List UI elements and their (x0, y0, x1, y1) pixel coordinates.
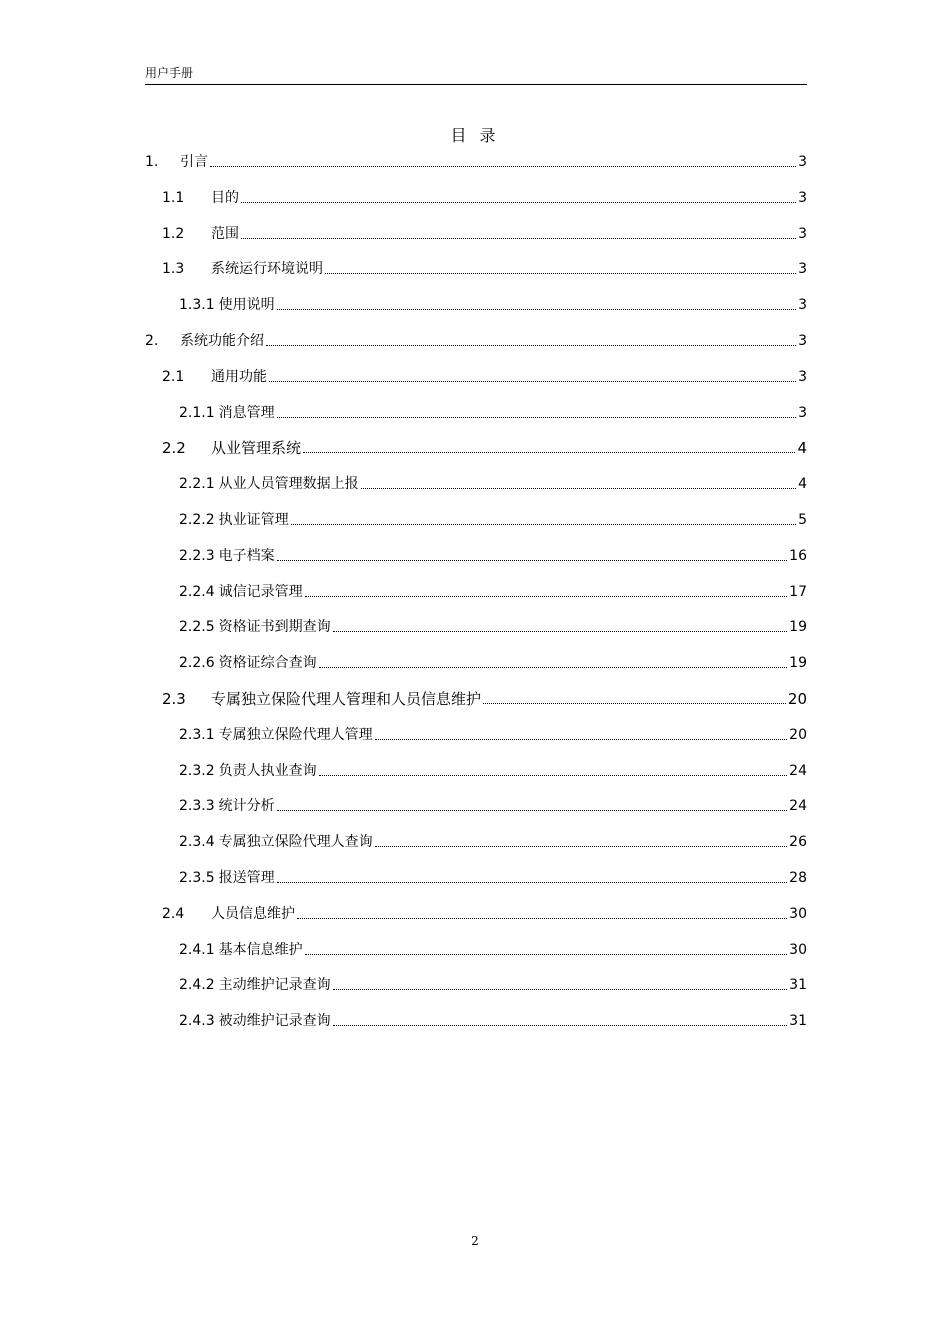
toc-entry-number: 2.1 (162, 369, 185, 385)
toc-entry-page: 30 (789, 942, 807, 958)
toc-entry-number: 2.2.5 (179, 619, 215, 635)
toc-entry-number: 2.4 (162, 906, 185, 922)
toc-entry-page: 3 (798, 297, 807, 313)
toc-entry-page: 3 (798, 226, 807, 242)
toc-entry[interactable] (162, 688, 807, 708)
toc-entry-page: 20 (787, 690, 807, 708)
toc-entry-label: 使用说明 (218, 297, 275, 313)
toc-leader-dots (303, 451, 795, 453)
toc-entry-number: 2.3.4 (179, 834, 215, 850)
toc-entry[interactable] (145, 151, 807, 171)
toc-entry[interactable] (179, 974, 807, 994)
toc-entry-label: 资格证书到期查询 (218, 619, 331, 635)
toc-entry[interactable] (179, 831, 807, 851)
toc-entry-number: 2.4.1 (179, 942, 215, 958)
toc-leader-dots (361, 487, 796, 489)
toc-entry-page: 31 (789, 977, 807, 993)
toc-entry-number: 2.3.5 (179, 870, 215, 886)
toc-leader-dots (277, 308, 796, 310)
toc-entry[interactable] (162, 903, 807, 923)
toc-entry[interactable] (179, 795, 807, 815)
toc-entry-number: 2.4.3 (179, 1013, 215, 1029)
toc-entry-page: 5 (798, 512, 807, 528)
toc-entry-number: 1.1 (162, 190, 185, 206)
toc-entry-number: 2.1.1 (179, 405, 215, 421)
toc-entry-label: 诚信记录管理 (218, 584, 303, 600)
toc-leader-dots (333, 630, 788, 632)
toc-entry-page: 17 (789, 584, 807, 600)
toc-entry[interactable] (179, 473, 807, 493)
toc-leader-dots (305, 595, 788, 597)
toc-entry-number: 1.3.1 (179, 297, 215, 313)
toc-leader-dots (277, 809, 788, 811)
toc-entry-label: 专属独立保险代理人管理和人员信息维护 (211, 690, 482, 708)
toc-leader-dots (325, 272, 796, 274)
toc-entry[interactable] (179, 402, 807, 422)
toc-leader-dots (277, 416, 796, 418)
toc-entry-label: 执业证管理 (218, 512, 289, 528)
toc-leader-dots (483, 702, 786, 704)
toc-leader-dots (305, 953, 788, 955)
toc-entry-page: 4 (797, 439, 807, 457)
toc-entry-label: 人员信息维护 (211, 906, 295, 922)
toc-entry-label: 通用功能 (211, 369, 267, 385)
toc-entry-label: 被动维护记录查询 (218, 1013, 331, 1029)
toc-entry[interactable] (179, 545, 807, 565)
toc-entry-page: 4 (798, 476, 807, 492)
toc-entry-number: 2.2 (162, 439, 186, 457)
toc-entry-label: 从业管理系统 (211, 439, 302, 457)
toc-entry-label: 基本信息维护 (218, 942, 303, 958)
header-title: 用户手册 (145, 66, 194, 80)
toc-leader-dots (291, 523, 796, 525)
toc-entry-label: 专属独立保险代理人管理 (218, 727, 373, 743)
toc-leader-dots (375, 738, 788, 740)
toc-entry-label: 主动维护记录查询 (218, 977, 331, 993)
toc-entry[interactable] (162, 437, 807, 457)
toc-entry-label: 系统功能介绍 (180, 333, 264, 349)
toc-entry[interactable] (162, 223, 807, 243)
toc-entry-number: 2.3 (162, 690, 186, 708)
toc-entry-page: 24 (789, 798, 807, 814)
toc-entry-label: 从业人员管理数据上报 (218, 476, 359, 492)
toc-entry-label: 目的 (211, 190, 239, 206)
toc-entry-label: 资格证综合查询 (218, 655, 317, 671)
toc-entry-page: 16 (789, 548, 807, 564)
toc-entry[interactable] (179, 294, 807, 314)
toc-entry-number: 2.2.1 (179, 476, 215, 492)
toc-entry-number: 2.2.4 (179, 584, 215, 600)
toc-entry-page: 20 (789, 727, 807, 743)
toc-entry[interactable] (179, 509, 807, 529)
toc-entry-number: 2. (145, 333, 159, 349)
toc-leader-dots (319, 666, 788, 668)
toc-leader-dots (266, 344, 796, 346)
toc-entry-page: 24 (789, 763, 807, 779)
toc-entry[interactable] (179, 616, 807, 636)
toc-entry-label: 范围 (211, 226, 239, 242)
toc-entry[interactable] (162, 187, 807, 207)
toc-entry[interactable] (179, 652, 807, 672)
toc-entry-page: 26 (789, 834, 807, 850)
toc-leader-dots (375, 845, 788, 847)
toc-entry-label: 消息管理 (218, 405, 275, 421)
toc-entry[interactable] (179, 760, 807, 780)
toc-entry[interactable] (179, 724, 807, 744)
toc-entry[interactable] (179, 1010, 807, 1030)
toc-entry-number: 2.2.3 (179, 548, 215, 564)
toc-leader-dots (277, 881, 788, 883)
toc-entry-page: 3 (798, 333, 807, 349)
toc-entry-number: 2.3.2 (179, 763, 215, 779)
toc-entry-number: 1.2 (162, 226, 185, 242)
toc-entry[interactable] (179, 939, 807, 959)
toc-entry-label: 系统运行环境说明 (211, 261, 323, 277)
toc-leader-dots (333, 988, 788, 990)
toc-entry-page: 3 (798, 154, 807, 170)
toc-entry-number: 2.2.6 (179, 655, 215, 671)
toc-leader-dots (210, 165, 796, 167)
toc-leader-dots (333, 1024, 788, 1026)
toc-leader-dots (269, 380, 796, 382)
page-number: 2 (471, 1234, 479, 1248)
toc-leader-dots (241, 237, 796, 239)
toc-entry-label: 报送管理 (218, 870, 275, 886)
toc-entry-number: 2.4.2 (179, 977, 215, 993)
toc-entry-label: 负责人执业查询 (218, 763, 317, 779)
toc-entry-label: 引言 (180, 154, 208, 170)
toc-entry[interactable] (145, 330, 807, 350)
toc-entry[interactable] (179, 581, 807, 601)
toc-leader-dots (241, 201, 796, 203)
toc-entry-number: 2.3.3 (179, 798, 215, 814)
toc-entry[interactable] (179, 867, 807, 887)
toc-entry-label: 电子档案 (218, 548, 275, 564)
toc-entry-page: 30 (789, 906, 807, 922)
toc-entry-page: 3 (798, 190, 807, 206)
toc-entry-page: 3 (798, 405, 807, 421)
toc-entry-page: 3 (798, 261, 807, 277)
toc-entry-page: 28 (789, 870, 807, 886)
toc-entry-page: 19 (789, 619, 807, 635)
toc-entry-number: 2.3.1 (179, 727, 215, 743)
toc-leader-dots (319, 774, 788, 776)
toc-entry-label: 统计分析 (218, 798, 275, 814)
toc-title: 目 录 (450, 126, 500, 145)
toc-leader-dots (297, 917, 787, 919)
toc-leader-dots (277, 559, 788, 561)
toc-entry-number: 2.2.2 (179, 512, 215, 528)
toc-entry-number: 1.3 (162, 261, 185, 277)
toc-entry[interactable] (162, 366, 807, 386)
toc-entry[interactable] (162, 258, 807, 278)
toc-entry-label: 专属独立保险代理人查询 (218, 834, 373, 850)
toc-entry-page: 19 (789, 655, 807, 671)
toc-entry-page: 3 (798, 369, 807, 385)
toc-entry-number: 1. (145, 154, 159, 170)
toc-entry-page: 31 (789, 1013, 807, 1029)
